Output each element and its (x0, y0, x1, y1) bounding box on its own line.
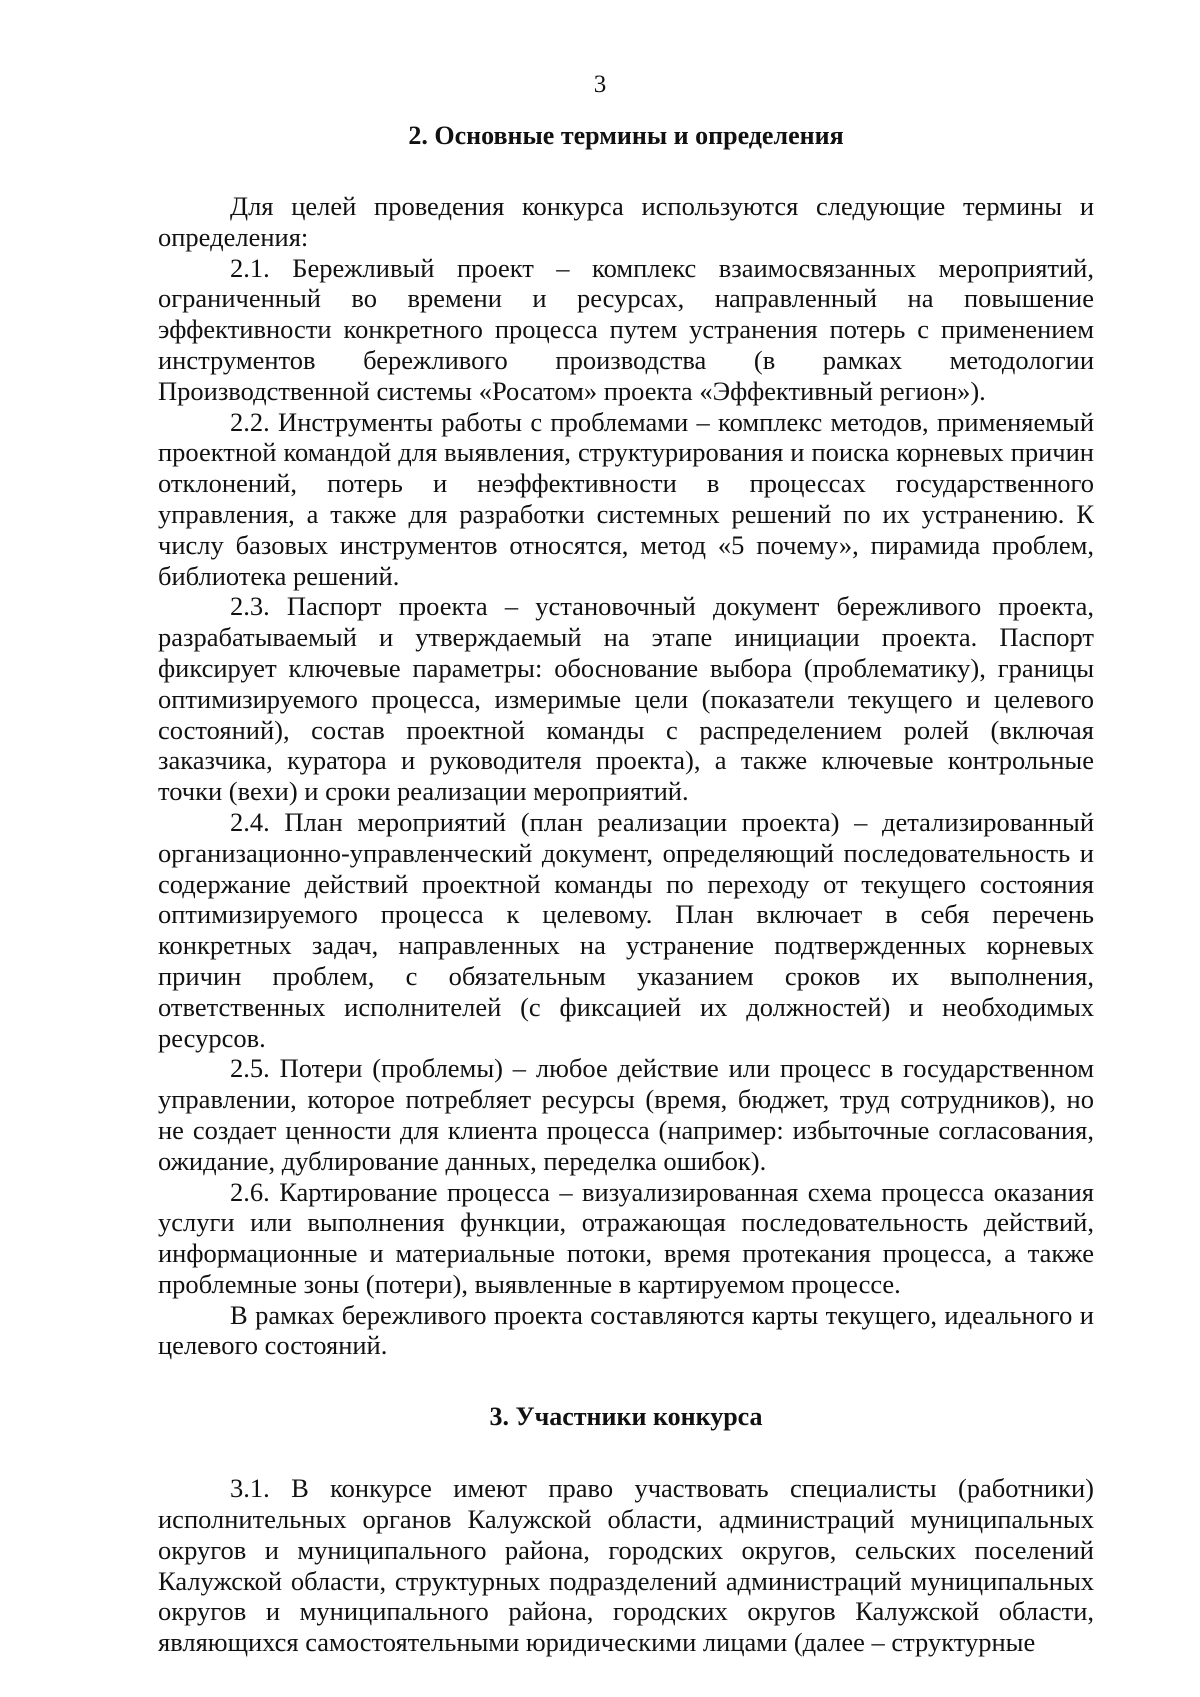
paragraph-2-5: 2.5. Потери (проблемы) – любое действие или процесс в государственном управлении, которое потребляет ресурсы (время, бюджет, труд сотрудников), но не создает ценности для клиента процесса (например: избыточные согласования, ожидание, дублирование данных, переделка ошибок). (158, 1053, 1094, 1176)
paragraph-2-6: 2.6. Картирование процесса – визуализированная схема процесса оказания услуги или выполнения функции, отражающая последовательность действий, информационные и материальные потоки, время протекания процесса, а также проблемные зоны (потери), выявленные в картируемом процессе. (158, 1176, 1094, 1299)
paragraph-maps-note: В рамках бережливого проекта составляются карты текущего, идеального и целевого состояний. (158, 1299, 1094, 1361)
paragraph-2-2: 2.2. Инструменты работы с проблемами – комплекс методов, применяемый проектной командой для выявления, структурирования и поиска корневых причин отклонений, потерь и неэффективности в процессах государственного управления, а также для разработки системных решений по их устранению. К числу базовых инструментов относятся, метод «5 почему», пирамида проблем, библиотека решений. (158, 406, 1094, 591)
page-number: 3 (593, 71, 607, 98)
document-body (158, 120, 1094, 1658)
paragraph-3-1: 3.1. В конкурсе имеют право участвовать специалисты (работники) исполнительных органов Калужской области, администраций муниципальных округов и муниципального района, городских округов, сельских поселений Калужской области, структурных подразделений администраций муниципальных округов и муниципального района, городских округов Калужской области, являющихся самостоятельными юридическими лицами (далее – структурные (158, 1473, 1094, 1658)
section-heading-participants: 3. Участники конкурса (489, 1402, 763, 1432)
paragraph-intro: Для целей проведения конкурса используются следующие термины и определения: (158, 191, 1094, 252)
paragraph-2-1: 2.1. Бережливый проект – комплекс взаимосвязанных мероприятий, ограниченный во времени и ресурсах, направленный на повышение эффективности конкретного процесса путем устранения потерь с применением инструментов бережливого производства (в рамках методологии Производственной системы «Росатом» проекта «Эффективный регион»). (158, 252, 1094, 406)
paragraph-2-3: 2.3. Паспорт проекта – установочный документ бережливого проекта, разрабатываемый и утверждаемый на этапе инициации проекта. Паспорт фиксирует ключевые параметры: обоснование выбора (проблематику), границы оптимизируемого процесса, измеримые цели (показатели текущего и целевого состояний), состав проектной команды с распределением ролей (включая заказчика, куратора и руководителя проекта), а также ключевые контрольные точки (вехи) и сроки реализации мероприятий. (158, 591, 1094, 807)
section-heading-terms: 2. Основные термины и определения (408, 121, 844, 150)
paragraph-2-4: 2.4. План мероприятий (план реализации проекта) – детализированный организационно-управленческий документ, определяющий последовательность и содержание действий проектной команды по переходу от текущего состояния оптимизируемого процесса к целевому. План включает в себя перечень конкретных задач, направленных на устранение подтвержденных корневых причин проблем, с обязательным указанием сроков их выполнения, ответственных исполнителей (с фиксацией их должностей) и необходимых ресурсов. (158, 806, 1094, 1053)
